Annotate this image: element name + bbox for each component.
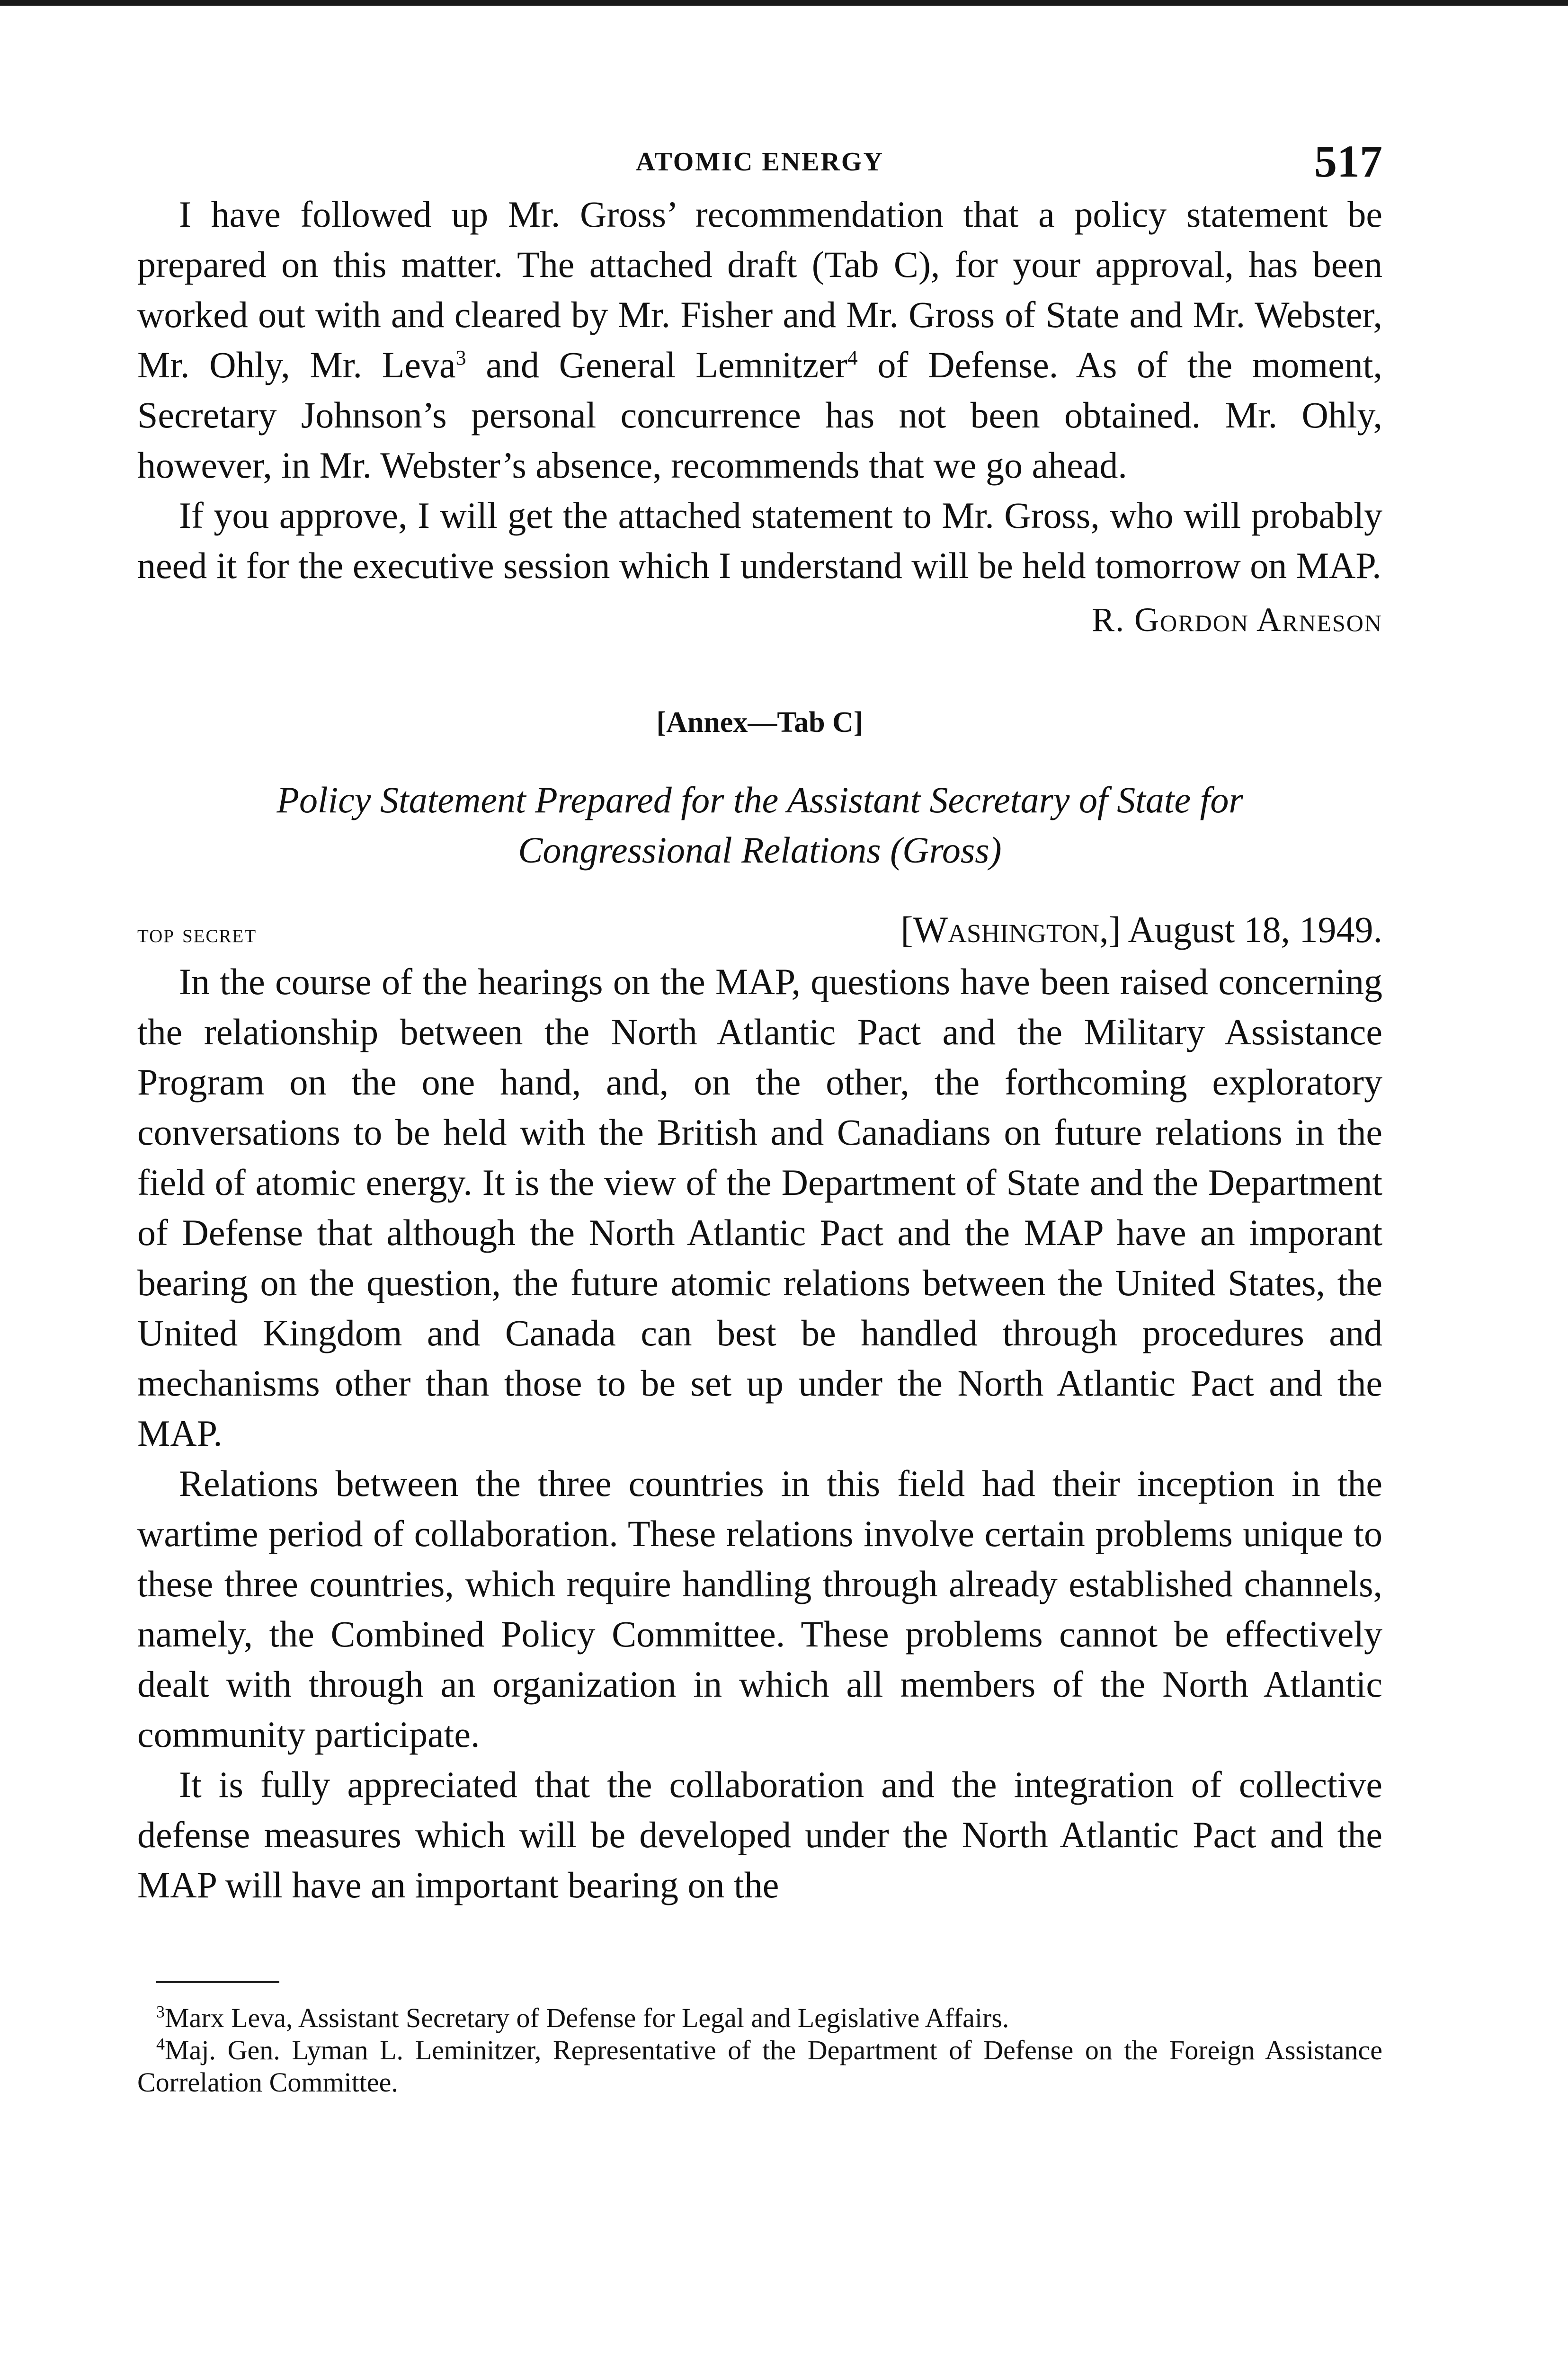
memo-text: of Defense. As of the moment, Secretary Johnson’s personal concurrence has not been obtained. Mr. Ohly, however, in Mr. Webster’s absence, recommends that we go ahead. bbox=[137, 344, 1382, 486]
footnote-ref-3: 3 bbox=[455, 346, 466, 369]
running-title: ATOMIC ENERGY bbox=[636, 147, 884, 177]
footnote-marker: 4 bbox=[156, 2034, 165, 2054]
memo-text: and General Lemnitzer bbox=[466, 344, 847, 385]
dateline-place: [Washington,] bbox=[900, 909, 1121, 950]
memo-paragraph-1 bbox=[137, 189, 1382, 490]
footnote-text: Maj. Gen. Lyman L. Leminitzer, Representative of the Department of Defense on the Foreign Assistance Correlation Committee. bbox=[137, 2035, 1382, 2098]
document-title bbox=[137, 775, 1382, 875]
page-top-edge bbox=[0, 0, 1568, 6]
annex-paragraph-2: Relations between the three countries in this field had their inception in the wartime period of collaboration. These relations involve certain problems unique to these three countries, which require handling through already established channels, namely, the Combined Policy Committee. These problems cannot be effectively dealt with through an organization in which all members of the North Atlantic community participate. bbox=[137, 1463, 1382, 1755]
memo-paragraph-2: If you approve, I will get the attached statement to Mr. Gross, who will probably need it for the executive session which I understand will be held tomorrow on MAP. bbox=[137, 495, 1382, 586]
footnote-divider bbox=[156, 1981, 279, 1983]
running-header bbox=[137, 118, 1382, 189]
classification-dateline-row bbox=[137, 908, 1382, 951]
memo-text: I have followed up Mr. Gross’ recommendation that a policy statement be prepared on this matter. The attached draft (Tab C), for your approval, has been worked out with and cleared by Mr. Fisher and Mr. Gross of State and Mr. Webster, Mr. Ohly, Mr. Leva bbox=[137, 194, 1382, 385]
dateline bbox=[901, 908, 1382, 951]
footnote-marker: 3 bbox=[156, 2002, 165, 2021]
document-page bbox=[137, 118, 1382, 2099]
page-number: 517 bbox=[1314, 136, 1382, 187]
signature: R. Gordon Arneson bbox=[1092, 601, 1382, 639]
document-title-line-1: Policy Statement Prepared for the Assistant Secretary of State for bbox=[276, 779, 1243, 820]
footnote-ref-4: 4 bbox=[847, 346, 858, 369]
footnote-4 bbox=[137, 2034, 1382, 2099]
footnote-text: Marx Leva, Assistant Secretary of Defense for Legal and Legislative Affairs. bbox=[165, 2002, 1009, 2033]
classification-label: top secret bbox=[137, 919, 257, 948]
annex-heading: [Annex—Tab C] bbox=[656, 706, 864, 739]
dateline-date: August 18, 1949. bbox=[1121, 909, 1382, 950]
footnote-3 bbox=[137, 2002, 1382, 2034]
annex-paragraph-1: In the course of the hearings on the MAP, questions have been raised concerning the relationship between the North Atlantic Pact and the Military Assistance Program on the one hand, and, on the other, the forthcoming exploratory conversations to be held with the British and Canadians on future relations in the field of atomic energy. It is the view of the Department of State and the Department of Defense that although the North Atlantic Pact and the MAP have an imporant bearing on the question, the future atomic relations between the United States, the United Kingdom and Canada can best be handled through procedures and mechanisms other than those to be set up under the North Atlantic Pact and the MAP. bbox=[137, 961, 1382, 1454]
footnotes bbox=[137, 2002, 1382, 2099]
document-title-line-2: Congressional Relations (Gross) bbox=[518, 829, 1002, 871]
annex-paragraph-3: It is fully appreciated that the collaboration and the integration of collective defense measures which will be developed under the North Atlantic Pact and the MAP will have an important bearing on the bbox=[137, 1764, 1382, 1905]
